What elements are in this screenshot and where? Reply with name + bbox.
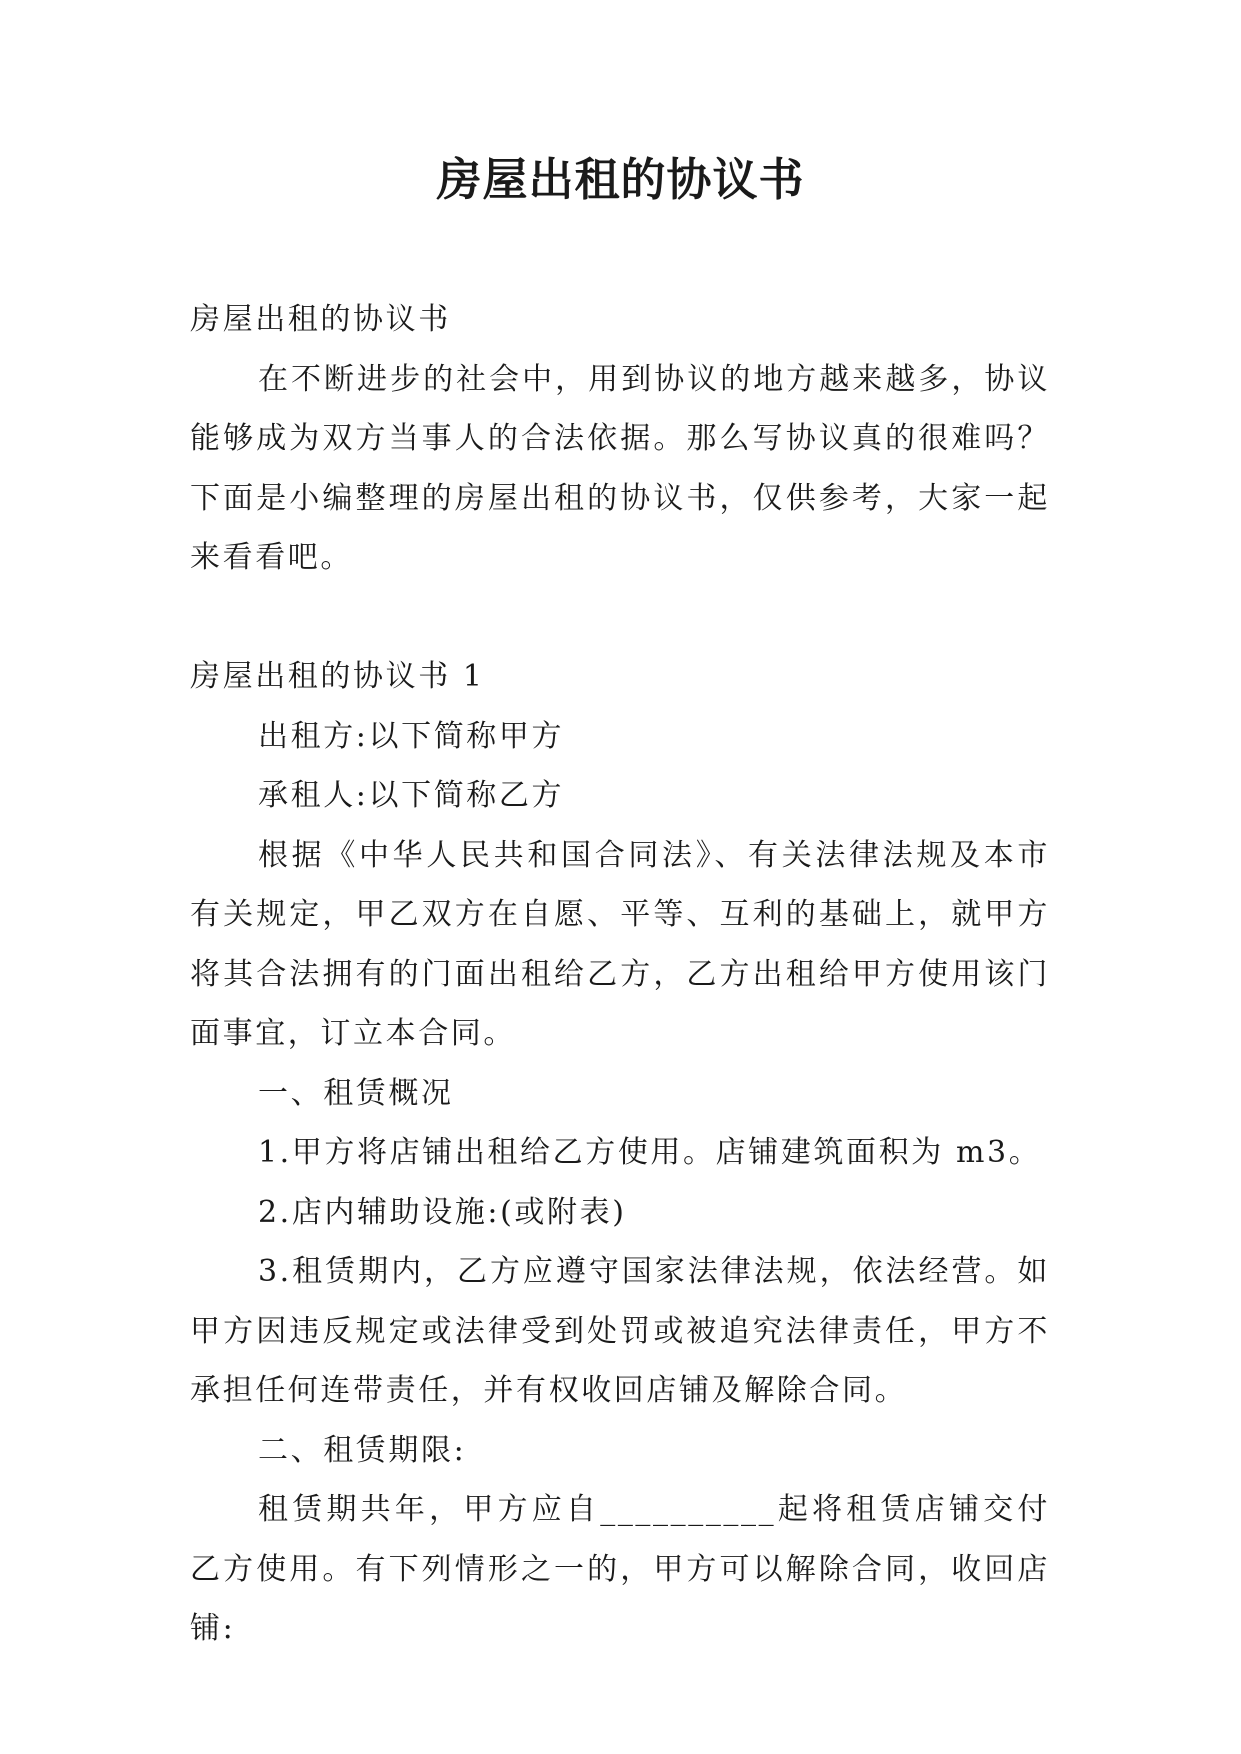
intro-paragraph: 在不断进步的社会中，用到协议的地方越来越多，协议能够成为双方当事人的合法依据。那么写协议真的很难吗？下面是小编整理的房屋出租的协议书，仅供参考，大家一起来看看吧。 (190, 361, 1050, 575)
clause-item-2: 2.店内辅助设施:(或附表) (258, 1194, 627, 1230)
document-title: 房屋出租的协议书 (436, 153, 805, 206)
lessor-line: 出租方:以下简称甲方 (258, 718, 565, 754)
preamble-paragraph: 根据《中华人民共和国合同法》、有关法律法规及本市有关规定，甲乙双方在自愿、平等、互利的基础上，就甲方将其合法拥有的门面出租给乙方，乙方出租给甲方使用该门面事宜，订立本合同。 (190, 837, 1050, 1051)
section-heading-1: 房屋出租的协议书 1 (190, 659, 485, 694)
clause-item-3: 3.租赁期内，乙方应遵守国家法律法规，依法经营。如甲方因违反规定或法律受到处罚或被追究法律责任，甲方不承担任何连带责任，并有权收回店铺及解除合同。 (190, 1254, 1050, 1408)
clause-heading-2: 二、租赁期限: (258, 1432, 467, 1468)
clause-heading-1: 一、租赁概况 (258, 1075, 454, 1111)
lease-term-paragraph: 租赁期共年，甲方应自__________起将租赁店铺交付乙方使用。有下列情形之一的，甲方可以解除合同，收回店铺: (190, 1492, 1050, 1646)
document-body (190, 290, 1050, 1659)
clause-item-1: 1.甲方将店铺出租给乙方使用。店铺建筑面积为 m3。 (258, 1135, 1042, 1170)
intro-heading: 房屋出租的协议书 (190, 302, 451, 337)
lessee-line: 承租人:以下简称乙方 (258, 778, 565, 813)
